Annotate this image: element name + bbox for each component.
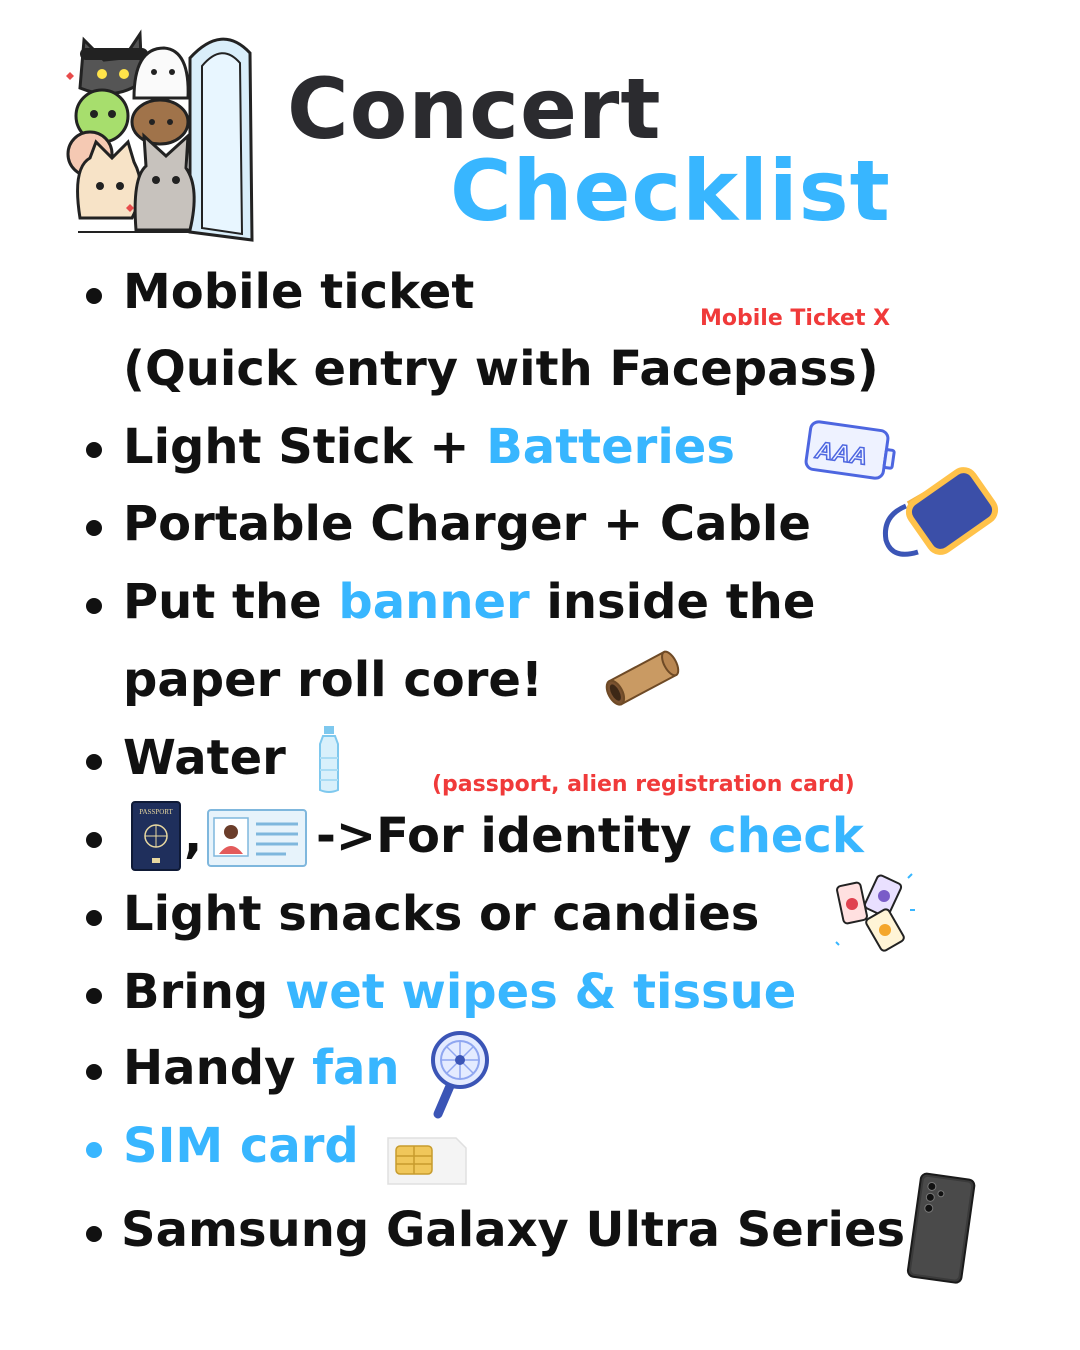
item-text-after: inside the bbox=[529, 574, 816, 630]
item-highlight: fan bbox=[312, 1040, 400, 1096]
item-sim-card bbox=[123, 1116, 359, 1176]
snacks-icon bbox=[832, 870, 920, 958]
item-text: Light Stick + bbox=[123, 419, 487, 475]
item-text: Samsung Galaxy Ultra Series bbox=[121, 1202, 906, 1258]
item-water bbox=[123, 728, 286, 788]
item-banner bbox=[123, 572, 815, 632]
item-text: Put the bbox=[123, 574, 339, 630]
bullet bbox=[86, 832, 102, 848]
smartphone-icon bbox=[900, 1172, 980, 1286]
item-highlight: SIM card bbox=[123, 1118, 359, 1174]
bullet bbox=[86, 1064, 102, 1080]
bullet bbox=[86, 1226, 102, 1242]
mascots-illustration bbox=[62, 18, 262, 248]
item-text: ->For identity bbox=[316, 808, 709, 864]
water-bottle-icon bbox=[314, 724, 344, 794]
bullet bbox=[86, 988, 102, 1004]
bullet bbox=[86, 598, 102, 614]
item-text: Handy bbox=[123, 1040, 313, 1096]
item-samsung-galaxy bbox=[121, 1200, 905, 1260]
passport-icon bbox=[130, 800, 182, 872]
item-highlight: wet wipes & tissue bbox=[284, 964, 797, 1020]
item-highlight: check bbox=[708, 808, 864, 864]
id-card-icon bbox=[206, 808, 308, 868]
bullet bbox=[86, 754, 102, 770]
title-concert: Concert bbox=[287, 60, 662, 158]
bullet bbox=[86, 442, 102, 458]
power-bank-icon bbox=[878, 466, 1002, 564]
handy-fan-icon bbox=[424, 1028, 490, 1120]
item-text: Portable Charger + Cable bbox=[123, 496, 811, 552]
item-mobile-ticket bbox=[123, 262, 474, 322]
item-portable-charger bbox=[123, 494, 811, 554]
item-banner-line2 bbox=[123, 650, 543, 710]
item-text: Bring bbox=[123, 964, 285, 1020]
sim-card-icon bbox=[386, 1136, 468, 1186]
bullet bbox=[86, 1142, 102, 1158]
bullet bbox=[86, 288, 102, 304]
item-text: Mobile ticket bbox=[123, 264, 475, 320]
paper-roll-icon bbox=[600, 648, 682, 710]
item-handy-fan bbox=[123, 1038, 400, 1098]
bullet bbox=[86, 520, 102, 536]
passport-label: PASSPORT bbox=[139, 808, 173, 816]
note-mobile-ticket: Mobile Ticket X bbox=[700, 306, 891, 331]
item-text: Light snacks or candies bbox=[123, 886, 760, 942]
item-snacks bbox=[123, 884, 759, 944]
item-text: (Quick entry with Facepass) bbox=[123, 341, 879, 397]
bullet bbox=[86, 910, 102, 926]
item-highlight: banner bbox=[338, 574, 530, 630]
item-text: Water bbox=[123, 730, 286, 786]
note-id-docs: (passport, alien registration card) bbox=[432, 772, 855, 797]
item-mobile-ticket-line2 bbox=[123, 339, 879, 399]
battery-label: AAA bbox=[813, 436, 870, 471]
item-wet-wipes bbox=[123, 962, 796, 1022]
item-separator: , bbox=[184, 808, 203, 864]
item-identity-check bbox=[316, 806, 864, 866]
item-text: paper roll core! bbox=[123, 652, 543, 708]
item-highlight: Batteries bbox=[486, 419, 735, 475]
item-light-stick bbox=[123, 417, 735, 477]
title-checklist: Checklist bbox=[450, 142, 891, 240]
